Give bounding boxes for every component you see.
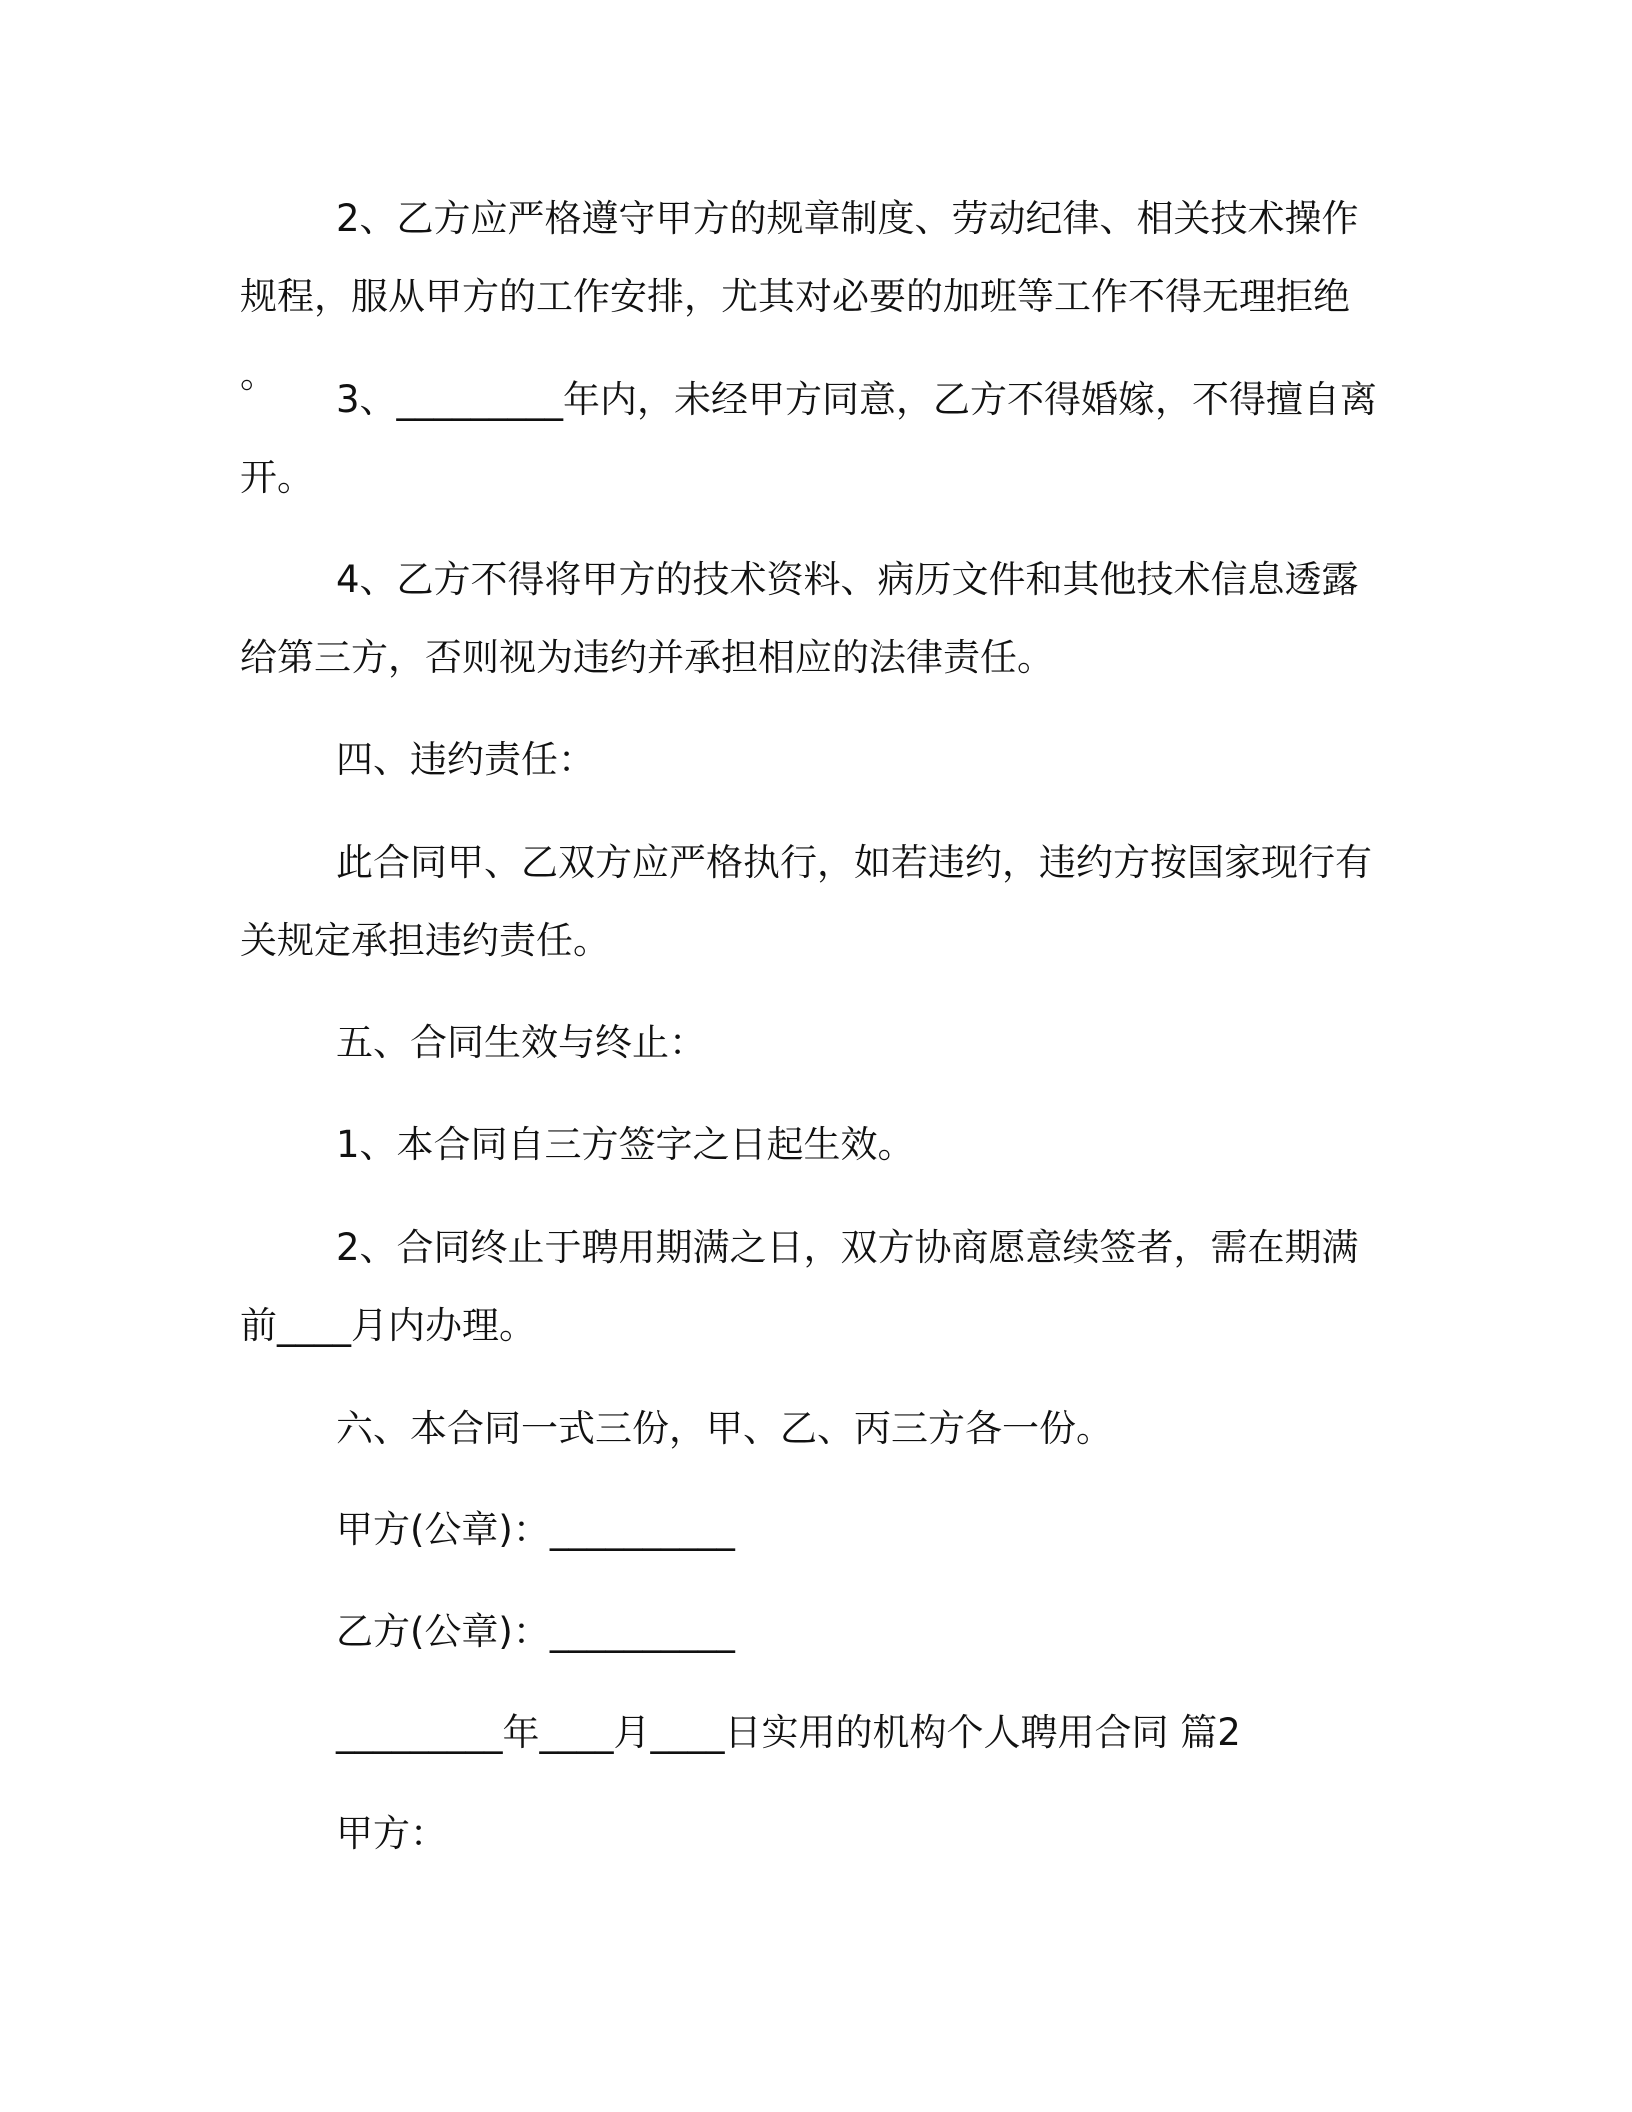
section-5-heading: 五、合同生效与终止： <box>336 1021 706 1064</box>
clause-3-marriage: 3、_________年内，未经甲方同意，乙方不得婚嫁，不得擅自离开。 <box>240 378 1378 499</box>
clause-2-conduct: 2、乙方应严格遵守甲方的规章制度、劳动纪律、相关技术操作规程，服从甲方的工作安排，尤其对必要的加班等工作不得无理拒绝。 <box>240 197 1359 396</box>
clause-5-2-termination: 2、合同终止于聘用期满之日，双方协商愿意续签者，需在期满前____月内办理。 <box>240 1226 1359 1347</box>
clause-4-confidentiality: 4、乙方不得将甲方的技术资料、病历文件和其他技术信息透露给第三方，否则视为违约并承担相应的法律责任。 <box>240 558 1359 679</box>
section-4-heading: 四、违约责任： <box>336 738 595 781</box>
date-and-next-title: _________年____月____日实用的机构个人聘用合同 篇2 <box>336 1711 1241 1754</box>
section-6-copies: 六、本合同一式三份，甲、乙、丙三方各一份。 <box>336 1407 1113 1450</box>
party-a-seal-line: 甲方(公章)：__________ <box>336 1508 735 1551</box>
clause-5-1-effective: 1、本合同自三方签字之日起生效。 <box>336 1123 915 1166</box>
breach-paragraph: 此合同甲、乙双方应严格执行，如若违约，违约方按国家现行有关规定承担违约责任。 <box>240 841 1372 962</box>
party-b-seal-line: 乙方(公章)：__________ <box>336 1610 735 1653</box>
party-a-label: 甲方： <box>336 1812 447 1855</box>
